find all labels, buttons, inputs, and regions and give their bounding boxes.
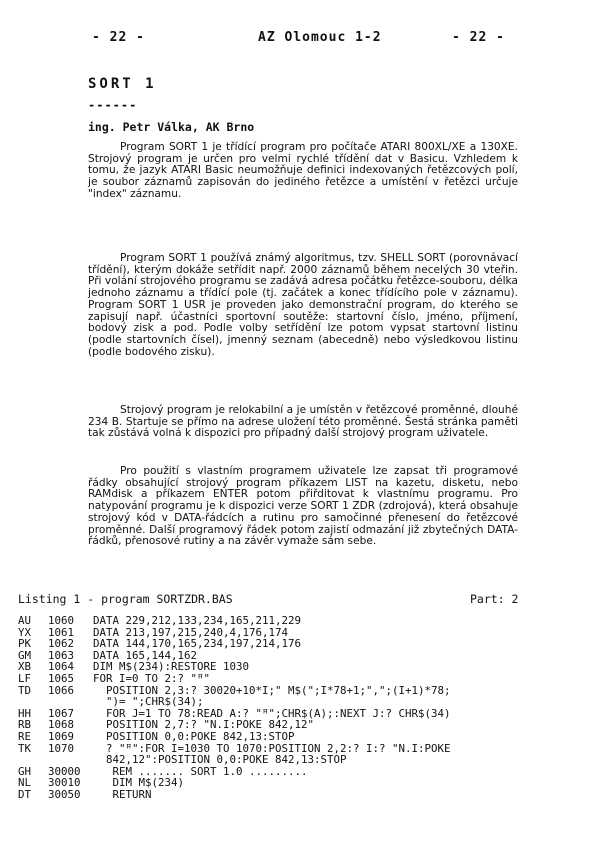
- paragraph-intro: Program SORT 1 je třídící program pro počítače ATARI 800XL/XE a 130XE. Strojový program je určen pro velmi rychlé třídění dat v Basicu. Vzhledem k tomu, že jazyk ATARI Basic neumožňuje definici indexovaných řetězcových polí, je soubor záznamů zapisován do jediného řetězce a umístění v řetězci určuje "index" záznamu.: [88, 141, 518, 200]
- paragraph-relocatable: Strojový program je relokabilní a je umístěn v řetězcové proměnné, dlouhé 234 B. Startuje se přímo na adrese uložení této proměnné. Šestá stránka paměti tak zůstává volná k dispozici pro případný další strojový program uživatele.: [88, 404, 518, 440]
- line-number: 1061: [48, 625, 75, 639]
- code-text: POSITION 2,3:? 30020+10*I;" M$(";I*78+1;",";(I+1)*78;: [93, 683, 451, 697]
- code-text: FOR I=0 TO 2:? "ꟸ": [93, 671, 211, 685]
- code-text: ")= ";CHR$(34);: [93, 695, 204, 709]
- line-number: 1069: [48, 729, 75, 743]
- code-line: [18, 789, 451, 801]
- code-line: [18, 766, 451, 778]
- line-number: 1063: [48, 648, 75, 662]
- checksum: [18, 696, 48, 708]
- code-text: ? "ꟸ":FOR I=1030 TO 1070:POSITION 2,2:? I:? "N.I:POKE: [93, 741, 451, 755]
- listing-title: Listing 1 - program SORTZDR.BAS: [18, 592, 233, 606]
- line-number: 1065: [48, 671, 75, 685]
- line-number: 30000: [48, 764, 81, 778]
- checksum: GH: [18, 764, 32, 778]
- code-text: REM ....... SORT 1.0 .........: [93, 764, 308, 778]
- code-text: FOR J=1 TO 78:READ A:? "ꟸ";CHR$(A);:NEXT J:? CHR$(34): [93, 706, 451, 720]
- code-text: DATA 144,170,165,234,197,214,176: [93, 637, 302, 651]
- code-text: DIM M$(234): [93, 776, 185, 790]
- line-number: 1062: [48, 637, 75, 651]
- code-text: DATA 165,144,162: [93, 648, 198, 662]
- code-line: [18, 754, 451, 766]
- checksum: TD: [18, 683, 32, 697]
- checksum: RB: [18, 718, 32, 732]
- code-line: [18, 685, 451, 697]
- code-line: [18, 731, 451, 743]
- code-listing: [18, 615, 451, 801]
- checksum: TK: [18, 741, 32, 755]
- article-title: SORT 1: [88, 76, 157, 92]
- line-number: 1064: [48, 660, 75, 674]
- checksum: YX: [18, 625, 32, 639]
- line-number: 1066: [48, 683, 75, 697]
- line-number: 1070: [48, 741, 75, 755]
- line-number: 1068: [48, 718, 75, 732]
- title-underline: ------: [88, 98, 138, 112]
- code-text: DIM M$(234):RESTORE 1030: [93, 660, 250, 674]
- code-text: RETURN: [93, 787, 152, 801]
- page-number-right: - 22 -: [452, 30, 505, 45]
- listing-part: Part: 2: [470, 592, 519, 606]
- line-number: 1067: [48, 706, 75, 720]
- checksum: NL: [18, 776, 32, 790]
- checksum: XB: [18, 660, 32, 674]
- code-text: POSITION 0,0:POKE 842,13:STOP: [93, 729, 295, 743]
- code-text: POSITION 2,7:? "N.I:POKE 842,12": [93, 718, 315, 732]
- code-text: DATA 213,197,215,240,4,176,174: [93, 625, 289, 639]
- checksum: PK: [18, 637, 32, 651]
- line-number: [48, 754, 93, 766]
- line-number: 30050: [48, 787, 81, 801]
- checksum: LF: [18, 671, 32, 685]
- checksum: [18, 754, 48, 766]
- code-line: [18, 696, 451, 708]
- line-number: 1060: [48, 614, 75, 627]
- checksum: HH: [18, 706, 32, 720]
- code-text: 842,12":POSITION 0,0:POKE 842,13:STOP: [93, 753, 347, 767]
- checksum: DT: [18, 787, 32, 801]
- checksum: RE: [18, 729, 32, 743]
- code-line: [18, 661, 451, 673]
- page-number-left: - 22 -: [92, 30, 145, 45]
- magazine-title: AZ Olomouc 1-2: [258, 30, 382, 45]
- checksum: AU: [18, 614, 32, 627]
- code-text: DATA 229,212,133,234,165,211,229: [93, 614, 302, 627]
- code-line: [18, 638, 451, 650]
- code-line: [18, 615, 451, 627]
- line-number: [48, 696, 93, 708]
- code-line: [18, 673, 451, 685]
- article-author: ing. Petr Válka, AK Brno: [88, 120, 255, 134]
- line-number: 30010: [48, 776, 81, 790]
- checksum: GM: [18, 648, 32, 662]
- paragraph-algorithm: Program SORT 1 používá známý algoritmus, tzv. SHELL SORT (porovnávací třídění), kterým dokáže setřídit např. 2000 záznamů během necelých 30 vteřin. Při volání strojového programu se zadává adresa počátku řetězce-souboru, délka jednoho záznamu a třídící pole (tj. začátek a konec třídícího pole v záznamu). Program SORT 1 USR je proveden jako demonstrační program, do kterého se zapisují např. účastníci sportovní soutěže: startovní číslo, jméno, příjmení, bodový zisk a pod. Podle volby setřídění lze potom vypsat startovní listinu (podle startovních čísel), jmenný seznam (abecedně) nebo výsledkovou listinu (podle bodového zisku).: [88, 252, 518, 358]
- code-line: [18, 777, 451, 789]
- paragraph-usage: Pro použití s vlastním programem uživatele lze zapsat tři programové řádky obsahující strojový program příkazem LIST na kazetu, disketu, nebo RAMdisk a příkazem ENTER potom přiřditovat k vlastnímu programu. Pro natypování programu je k dispozici verze SORT 1 ZDR (zdrojová), která obsahuje strojový kód v DATA-řádcích a rutinu pro samočinné přenesení do řetězcové proměnné. Další programový řádek potom zajistí odmazání již zbytečných DATA-řádků, přenosové rutiny a na závěr vymaže sám sebe.: [88, 465, 518, 548]
